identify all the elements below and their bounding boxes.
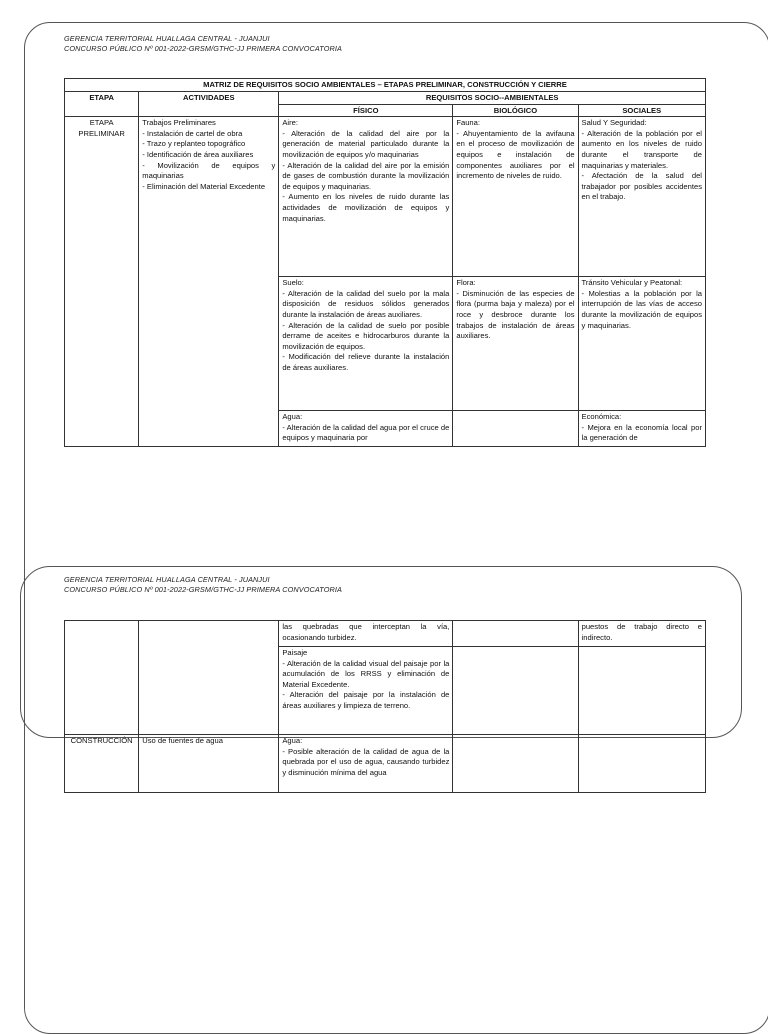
requirement-item: - Molestias a la población por la interrupción de las vías de acceso durante la movilización de equipos y maquinarias. [581, 288, 702, 330]
biologico-cell-flora [453, 277, 578, 411]
header-contest: CONCURSO PÚBLICO Nº 001-2022-GRSM/GTHC-JJ PRIMERA CONVOCATORIA [64, 44, 342, 53]
column-header-actividades: ACTIVIDADES [139, 92, 279, 117]
requirements-matrix-table [64, 78, 706, 447]
activity-item: - Eliminación del Material Excedente [142, 181, 266, 191]
biologico-cell-empty [453, 735, 578, 793]
stage-cell-construccion: CONSTRUCCIÓN [65, 735, 139, 793]
sociales-cell-transito [578, 277, 705, 411]
sociales-cell-empty [578, 735, 705, 793]
activity-item: - Instalación de cartel de obra [142, 128, 243, 138]
column-header-requisitos: REQUISITOS SOCIO--AMBIENTALES [279, 92, 706, 105]
requirement-heading: Agua: [282, 736, 303, 745]
column-header-sociales: SOCIALES [578, 104, 705, 117]
column-header-biologico: BIOLÓGICO [453, 104, 578, 117]
requirement-heading: Flora: [456, 278, 476, 288]
stage-label: ETAPA PRELIMINAR [78, 118, 125, 138]
requirement-item: - Ahuyentamiento de la avifauna en el proceso de movilización de equipos e instalación de componentes auxiliares por el incremento de niveles de ruido. [456, 128, 575, 181]
requirement-heading: Agua: [282, 412, 303, 422]
fisico-cell-agua [279, 411, 453, 447]
fisico-cell-agua-construccion [279, 735, 453, 793]
header-organization: GERENCIA TERRITORIAL HUALLAGA CENTRAL - JUANJUI [64, 575, 270, 584]
activity-item: Trabajos Preliminares [142, 118, 216, 128]
activities-cell-empty [139, 621, 279, 735]
activity-item: - Trazo y replanteo topográfico [142, 139, 246, 149]
header-organization: GERENCIA TERRITORIAL HUALLAGA CENTRAL - JUANJUI [64, 34, 270, 43]
biologico-cell-fauna [453, 117, 578, 277]
header-contest: CONCURSO PÚBLICO Nº 001-2022-GRSM/GTHC-JJ PRIMERA CONVOCATORIA [64, 585, 342, 594]
requirement-item: - Disminución de las especies de flora (purma baja y maleza) por el roce y desbroce durante los trabajos de instalación de áreas auxiliares. [456, 288, 575, 341]
fisico-cell-paisaje [279, 647, 453, 735]
stage-cell-empty [65, 621, 139, 735]
requirement-item: - Alteración de la calidad del suelo por la mala disposición de residuos sólidos generados durante la instalación de áreas auxiliares. [282, 288, 450, 319]
sociales-cell-continued: puestos de trabajo directo e indirecto. [578, 621, 705, 647]
requirement-heading: Suelo: [282, 278, 304, 288]
sociales-cell-salud [578, 117, 705, 277]
requirement-item: - Modificación del relieve durante la instalación de áreas auxiliares. [282, 352, 450, 372]
sociales-cell-empty [578, 647, 705, 735]
document-header [64, 34, 342, 54]
matrix-title: MATRIZ DE REQUISITOS SOCIO AMBIENTALES – ETAPAS PRELIMINAR, CONSTRUCCIÓN Y CIERRE [65, 79, 706, 92]
requirement-item: - Alteración de la calidad de suelo por posible derrame de aceites e hidrocarburos durante la movilización de equipos. [282, 320, 450, 351]
requirement-item: - Afectación de la salud del trabajador por posibles accidentes en el trabajo. [581, 171, 702, 202]
requirement-heading: Paisaje [282, 648, 308, 657]
biologico-cell-empty [453, 647, 578, 735]
sociales-cell-economica [578, 411, 705, 447]
fisico-cell-suelo [279, 277, 453, 411]
activities-cell [139, 117, 279, 447]
requirement-heading: Salud Y Seguridad: [581, 118, 647, 128]
document-header-page2 [64, 575, 342, 595]
requirement-item: - Alteración de la calidad visual del paisaje por la acumulación de los RRSS y eliminación de Material Excedente. [282, 658, 450, 689]
requirements-matrix-continuation [64, 620, 706, 793]
column-header-fisico: FÍSICO [279, 104, 453, 117]
fisico-cell-continued: las quebradas que interceptan la vía, ocasionando turbidez. [279, 621, 453, 647]
stage-cell-preliminar [65, 117, 139, 447]
requirement-heading: Tránsito Vehicular y Peatonal: [581, 278, 683, 288]
requirement-heading: Fauna: [456, 118, 480, 128]
requirement-item: - Posible alteración de la calidad de agua de la quebrada por el uso de agua, causando turbidez y disminución mínima del agua [282, 746, 450, 777]
requirement-item: - Mejora en la economía local por la generación de [581, 422, 702, 443]
biologico-cell-empty [453, 411, 578, 447]
requirement-item: - Alteración de la calidad del aire por la generación de material particulado durante la movilización de equipos y/o maquinarias [282, 128, 450, 159]
requirement-heading: Aire: [282, 118, 298, 128]
requirement-item: - Alteración de la calidad del aire por la emisión de gases de combustión durante la movilización de equipos y maquinarias. [282, 160, 450, 191]
requirement-item: - Aumento en los niveles de ruido durante las actividades de movilización de equipos y maquinarias. [282, 192, 450, 223]
requirement-item: - Alteración de la calidad del agua por el cruce de equipos y maquinaria por [282, 422, 450, 443]
fisico-cell-aire [279, 117, 453, 277]
activity-item: - Movilización de equipos y maquinarias [142, 160, 276, 181]
activities-cell-construccion: Uso de fuentes de agua [139, 735, 279, 793]
requirement-item: - Alteración del paisaje por la instalación de áreas auxiliares y limpieza de terreno. [282, 690, 450, 710]
biologico-cell-empty [453, 621, 578, 647]
activity-item: - Identificación de área auxiliares [142, 149, 254, 159]
requirement-item: - Alteración de la población por el aumento en los niveles de ruido durante el transporte de maquinarias y materiales. [581, 128, 702, 170]
column-header-etapa: ETAPA [65, 92, 139, 117]
requirement-heading: Económica: [581, 412, 622, 422]
